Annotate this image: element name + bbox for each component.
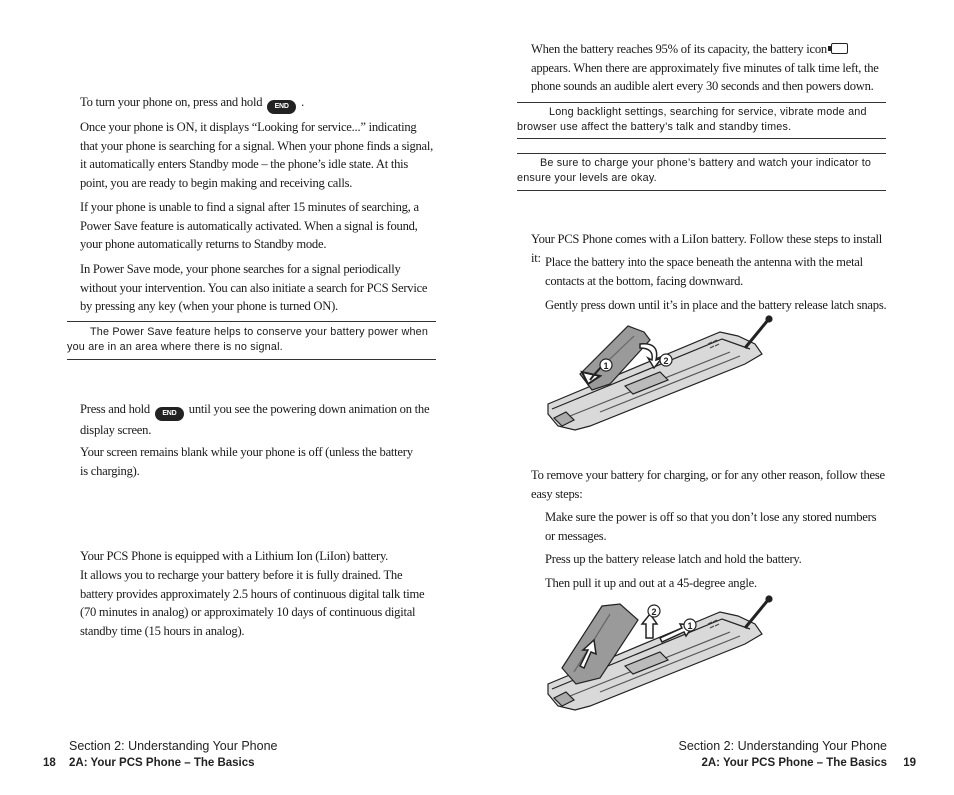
install-step-1: Place the battery into the space beneath the antenna with the metal contacts at the bottom, facing downward. [545, 255, 863, 288]
battery-remove-illustration [540, 594, 780, 714]
paragraph-battery-capacity: It allows you to recharge your battery before it is fully drained. The battery provides approximately 2.5 hours of continuous digital talk time (70 minutes in analog) or approximately 10 days of continuous digital standby time (15 hours in analog). [80, 568, 425, 638]
note-charge-text: Be sure to charge your phone’s battery and watch your indicator to ensure your levels are okay. [517, 157, 872, 184]
battery-intro-line: Your PCS Phone is equipped with a Lithium Ion (LiIon) battery. [80, 549, 389, 563]
remove-intro: To remove your battery for charging, or for any other reason, follow these easy steps: [531, 468, 885, 501]
battery-icon [831, 43, 848, 54]
figure-label-2: 2 [663, 356, 669, 366]
paragraph-battery-full: When the battery reaches 95% of its capacity, the battery iconappears. When there are approximately five minutes of talk time left, the phone sounds an audible alert every 30 seconds and then powers down. [531, 42, 879, 93]
install-step-2: Gently press down until it’s in place and the battery release latch snaps. [545, 298, 887, 312]
note-charge [517, 153, 886, 191]
install-intro: Your PCS Phone comes with a LiIon battery. Follow these steps to install it: [531, 232, 883, 265]
end-key-icon: END [155, 407, 184, 421]
footer-chapter-left: 2A: Your PCS Phone – The Basics [69, 757, 255, 769]
figure-label-1: 1 [603, 361, 609, 371]
paragraph-unable-signal: If your phone is unable to find a signal after 15 minutes of searching, a Power Save feature is automatically activated. When a signal is found, your phone automatically returns to Standby mode. [80, 200, 419, 251]
turn-off-instruction: Press and hold END until you see the powering down animation on the display screen. [80, 402, 430, 437]
note-power-save-text: The Power Save feature helps to conserve your battery power when you are in an area where there is no signal. [67, 326, 429, 353]
battery-install-illustration [540, 314, 780, 434]
footer-section-right: Section 2: Understanding Your Phone [678, 739, 887, 753]
note-power-save [67, 321, 436, 360]
turn-on-text: To turn your phone on, press and hold [80, 95, 263, 109]
page-number-left: 18 [43, 757, 56, 769]
paragraph-power-save: In Power Save mode, your phone searches for a signal periodically without your intervention. You can also initiate a search for PCS Service by pressing any key (when your phone is turned ON). [80, 262, 428, 313]
turn-on-instruction: To turn your phone on, press and hold END . [80, 93, 440, 114]
footer-chapter-right: 2A: Your PCS Phone – The Basics [701, 757, 887, 769]
note-backlight [517, 102, 886, 139]
page-number-right: 19 [903, 757, 916, 769]
paragraph-phone-on: Once your phone is ON, it displays “Looking for service...” indicating that your phone is searching for a signal. When your phone finds a signal, it automatically enters Standby mode – the phone’s idle state. At this point, you are ready to begin making and receiving calls. [80, 120, 434, 190]
figure-label-1: 1 [687, 621, 693, 631]
figure-label-2: 2 [651, 607, 657, 617]
remove-step-2: Press up the battery release latch and hold the battery. [545, 552, 802, 566]
remove-step-1: Make sure the power is off so that you don’t lose any stored numbers or messages. [545, 510, 877, 543]
remove-step-3: Then pull it up and out at a 45-degree angle. [545, 576, 757, 590]
footer-section-left: Section 2: Understanding Your Phone [69, 739, 278, 753]
paragraph-screen-blank: Your screen remains blank while your phone is off (unless the battery is charging). [80, 445, 413, 478]
note-backlight-text: Long backlight settings, searching for service, vibrate mode and browser use affect the battery’s talk and standby times. [517, 106, 867, 133]
end-key-icon: END [267, 100, 296, 114]
